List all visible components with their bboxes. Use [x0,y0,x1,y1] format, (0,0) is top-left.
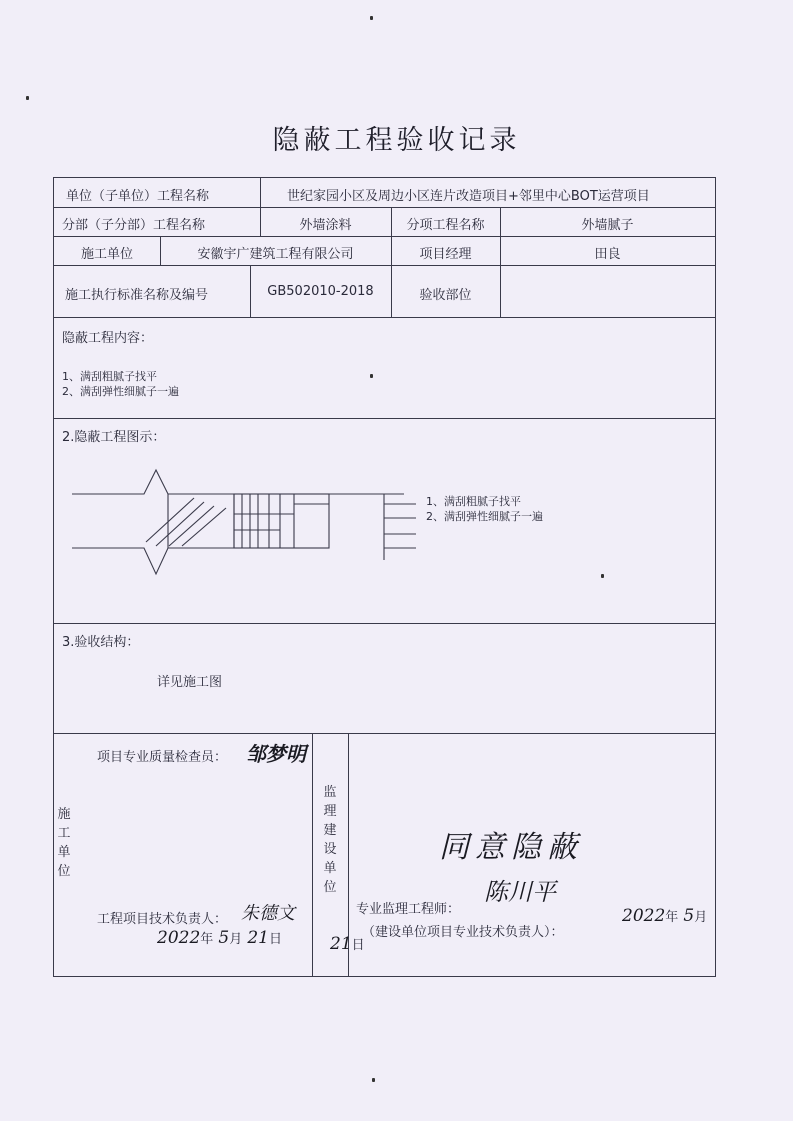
contractor-date-year-unit: 年 [200,932,214,947]
supervisor-approval-remark: 同意隐蔽 [439,830,583,865]
owner-date [622,906,707,926]
wall-bottom-edge [72,548,234,574]
col-divider [260,178,261,207]
content-item: 2、满刮弹性细腻子一遍 [62,385,179,398]
row-divider [54,236,715,237]
owner-date-year-unit: 年 [665,910,679,925]
row-divider [54,207,715,208]
hatch-line [156,502,204,546]
finish-layers-box [234,494,329,548]
contractor-date-year: 2022 [157,928,201,948]
supervisor-side-label-text: 监理建设单位 [323,785,337,895]
content-item: 1、满刮粗腻子找平 [62,370,157,383]
owner-date-year: 2022 [622,906,666,926]
diagram-label: 1、满刮粗腻子找平 [426,495,521,508]
hatch-line [169,506,214,546]
quality-inspector-label: 项目专业质量检查员： [97,750,228,765]
row-divider [54,265,715,266]
wall-top-edge [72,470,234,494]
contractor-date-day: 21 [247,928,269,948]
project-manager-value: 田良 [594,247,621,262]
scan-speck [370,16,373,20]
scan-speck [372,1078,375,1082]
row-divider [54,623,715,624]
content-heading: 隐蔽工程内容： [62,331,154,346]
contractor-value: 安徽宇广建筑工程有限公司 [197,247,354,262]
standard-label: 施工执行标准名称及编号 [65,288,209,303]
owner-tech-lead-label: （建设单位项目专业技术负责人）： [362,925,564,940]
sub-item-name-label: 分项工程名称 [406,218,485,233]
subdivision-name-label: 分部（子分部）工程名称 [62,218,206,233]
hatch-line [182,508,226,546]
hatch-line [146,498,194,542]
owner-date-month-unit: 月 [694,910,708,925]
record-table [53,177,716,977]
diagram-label: 2、满刮弹性细腻子一遍 [426,510,543,523]
row-divider [54,317,715,318]
col-divider [500,265,501,317]
page-title: 隐蔽工程验收记录 [272,125,521,156]
owner-date-day-unit: 日 [351,938,365,953]
contractor-label: 施工单位 [80,247,133,262]
diagram-heading: 2.隐蔽工程图示： [62,430,166,445]
row-divider [54,733,715,734]
supervisor-signature: 陈川平 [484,878,556,906]
scan-speck [601,574,604,578]
conclusion-text: 详见施工图 [157,675,223,690]
scan-speck [370,374,373,378]
contractor-side-label-text: 施工单位 [57,807,71,879]
contractor-date-month: 5 [218,928,230,948]
supervisor-side-label [322,783,338,897]
tech-lead-signature: 朱德文 [241,903,295,924]
owner-date-day: 21 [330,934,352,954]
contractor-date-day-unit: 日 [268,932,282,947]
sub-item-name-value: 外墙腻子 [581,218,634,233]
col-divider [312,733,313,976]
owner-date-month: 5 [683,906,695,926]
wall-section-diagram [54,418,715,623]
tech-lead-label: 工程项目技术负责人： [97,912,228,927]
project-manager-label: 项目经理 [419,247,472,262]
contractor-side-label [56,805,72,881]
unit-name-value: 世纪家园小区及周边小区连片改造项目+邻里中心BOT运营项目 [287,189,650,204]
unit-name-label: 单位（子单位）工程名称 [66,189,210,204]
supervisor-engineer-label: 专业监理工程师： [356,902,461,917]
scan-speck [26,96,29,100]
contractor-date [157,928,282,948]
contractor-date-month-unit: 月 [229,932,243,947]
standard-value: GB502010-2018 [267,284,374,299]
conclusion-heading: 3.验收结构： [62,635,140,650]
inspection-part-label: 验收部位 [419,288,472,303]
owner-date-day-group [330,934,365,954]
quality-inspector-signature: 邹梦明 [246,742,306,766]
subdivision-name-value: 外墙涂料 [299,218,352,233]
